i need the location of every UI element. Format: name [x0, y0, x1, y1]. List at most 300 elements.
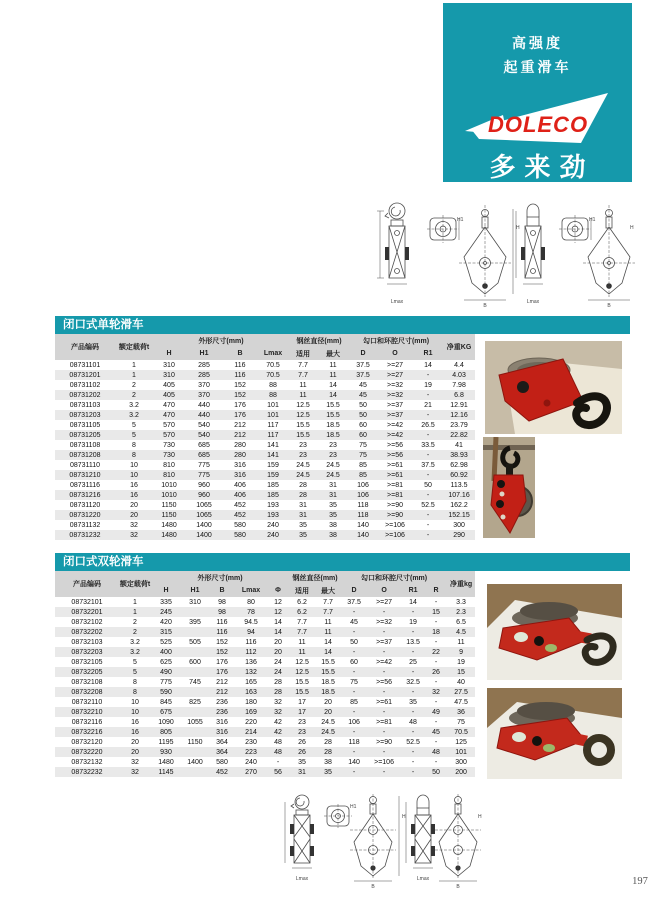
table-cell: >=56: [387, 451, 403, 459]
table-cell: 12.5: [296, 411, 310, 419]
table-cell: 1145: [158, 768, 174, 776]
table-cell: -: [426, 521, 430, 529]
table-cell: 13.5: [406, 638, 420, 646]
table-cell: 525: [160, 638, 172, 646]
table-row: [55, 390, 475, 400]
table-cell: 625: [160, 658, 172, 666]
table-cell: 420: [160, 618, 172, 626]
table-cell: 08732103: [71, 638, 103, 646]
table-cell: -: [434, 638, 438, 646]
table-cell: 1010: [161, 481, 177, 489]
dim-label-h1: H1: [350, 804, 357, 810]
table-cell: 15.5: [326, 411, 340, 419]
table-cell: 118: [357, 501, 369, 509]
table-cell: 315: [160, 628, 172, 636]
table-cell: 12: [274, 608, 282, 616]
table-cell: 2.3: [456, 608, 466, 616]
table-cell: 540: [198, 431, 210, 439]
table-cell: 08731203: [69, 411, 101, 419]
table-cell: 48: [432, 748, 440, 756]
table-cell: 730: [163, 441, 175, 449]
table-cell: 152: [216, 648, 228, 656]
table-row: [55, 677, 475, 687]
table-cell: 152.15: [448, 511, 470, 519]
table-cell: 452: [234, 511, 246, 519]
table-cell: 94: [247, 628, 255, 636]
table-cell: 08731101: [69, 361, 101, 369]
table-cell: 24.5: [296, 461, 310, 469]
table-cell: 38: [324, 758, 332, 766]
dim-label-h: H: [478, 814, 482, 820]
single-pulley-technical-drawing: [365, 195, 635, 307]
table1-group-wire: 钢丝直径(mm): [289, 334, 349, 347]
table-cell: 364: [216, 748, 228, 756]
table-cell: 28: [324, 738, 332, 746]
table-row: [55, 410, 475, 420]
table-cell: 88: [269, 391, 277, 399]
table-cell: 60: [359, 421, 367, 429]
table-cell: 580: [216, 758, 228, 766]
table-cell: 15.5: [296, 431, 310, 439]
table2-col-load: 额定载荷t: [119, 571, 151, 597]
double-pulley-spec-table: [55, 571, 475, 777]
table-cell: 159: [267, 461, 279, 469]
table-cell: 08731102: [69, 381, 101, 389]
table-cell: 335: [160, 598, 172, 606]
table-cell: 845: [160, 698, 172, 706]
table-cell: 1400: [187, 758, 203, 766]
table-cell: 60: [350, 658, 358, 666]
table-cell: 08732120: [71, 738, 103, 746]
table-cell: 48: [409, 718, 417, 726]
table-cell: [181, 647, 209, 657]
table-cell: -: [411, 758, 415, 766]
table-cell: 37.5: [356, 371, 370, 379]
table-cell: 395: [189, 618, 201, 626]
brand-logo-cn: 多来劲: [489, 152, 595, 182]
table-cell: 23: [329, 441, 337, 449]
table-cell: 31: [298, 768, 306, 776]
table1-col-product: 产品编码: [55, 334, 115, 360]
table-cell: 405: [163, 381, 175, 389]
table-cell: 7.7: [298, 371, 308, 379]
table-cell: 24.5: [321, 718, 335, 726]
table-cell: 212: [234, 431, 246, 439]
table-cell: 3.2: [130, 638, 140, 646]
dim-label-b: B: [483, 303, 487, 307]
brand-tagline-line1: 高强度: [512, 35, 563, 51]
single-pulley-photo: [485, 341, 622, 434]
table2-col-wire-max: 最大: [315, 584, 341, 597]
table-cell: 685: [198, 441, 210, 449]
table-cell: 162.2: [450, 501, 468, 509]
table-cell: 107.16: [448, 491, 470, 499]
table-cell: >=106: [385, 521, 405, 529]
table-cell: 370: [198, 381, 210, 389]
table-row: [55, 470, 475, 480]
table1-group-dims: 外形尺寸(mm): [153, 334, 289, 347]
table-cell: -: [411, 688, 415, 696]
table2-col-r: R: [425, 584, 447, 597]
dim-label-h: H: [516, 225, 520, 231]
table-cell: 11: [298, 638, 306, 646]
dim-label-b: B: [456, 884, 460, 888]
table-cell: 78: [247, 608, 255, 616]
table-cell: 1: [132, 371, 136, 379]
table-cell: 08731103: [69, 401, 101, 409]
table-cell: 15.5: [295, 688, 309, 696]
table-cell: 220: [245, 718, 257, 726]
table-cell: >=27: [387, 361, 403, 369]
table-row: [55, 617, 475, 627]
table-cell: 18.5: [326, 431, 340, 439]
table-cell: 24.5: [326, 461, 340, 469]
table-cell: 405: [163, 391, 175, 399]
table-cell: 1195: [158, 738, 174, 746]
table-cell: 12.5: [296, 401, 310, 409]
table2-group-wire: 钢丝直径(mm): [289, 571, 341, 584]
table-cell: >=81: [387, 491, 403, 499]
table-cell: 15.5: [321, 668, 335, 676]
table-cell: 300: [455, 758, 467, 766]
table-cell: 85: [359, 461, 367, 469]
table-cell: 223: [245, 748, 257, 756]
table-cell: 214: [245, 728, 257, 736]
table-cell: 45: [350, 618, 358, 626]
table-cell: 22: [432, 648, 440, 656]
table-cell: 20: [131, 748, 139, 756]
table-cell: 580: [234, 521, 246, 529]
table-cell: 15.5: [321, 658, 335, 666]
table1-group-hook: 勾口和环腔尺寸(mm): [349, 334, 443, 347]
table-cell: 24.5: [326, 471, 340, 479]
table-cell: 31: [299, 511, 307, 519]
table-cell: 212: [216, 678, 228, 686]
table-cell: 106: [348, 718, 360, 726]
table-cell: >=27: [376, 598, 393, 606]
table-cell: 140: [357, 521, 369, 529]
double-pulley-eye-photo: [487, 688, 622, 779]
table-cell: 805: [160, 728, 172, 736]
table-cell: >=32: [387, 391, 403, 399]
table-cell: 08731232: [69, 531, 101, 539]
table-cell: 152: [216, 638, 228, 646]
table-cell: 176: [216, 668, 228, 676]
table2-col-b: B: [209, 584, 235, 597]
table-cell: -: [382, 648, 386, 656]
table-cell: 2: [133, 618, 137, 626]
table-cell: 60.92: [450, 471, 468, 479]
table-cell: 440: [198, 401, 210, 409]
table-cell: 2: [132, 381, 136, 389]
table2-col-o: O: [367, 584, 401, 597]
table-cell: 35: [329, 501, 337, 509]
table-row: [55, 637, 475, 647]
table-cell: 31: [329, 481, 337, 489]
table-row: [55, 657, 475, 667]
table-cell: 10: [130, 461, 138, 469]
table-cell: 08732202: [71, 628, 103, 636]
table-cell: -: [434, 718, 438, 726]
table-cell: [181, 627, 209, 637]
table-row: [55, 747, 475, 757]
table-cell: 88: [269, 381, 277, 389]
table-cell: 1065: [196, 501, 212, 509]
table-cell: [181, 747, 209, 757]
table-cell: -: [382, 768, 386, 776]
table-cell: 14: [409, 598, 417, 606]
table-cell: 10: [131, 708, 139, 716]
table-cell: -: [411, 608, 415, 616]
table-cell: 810: [163, 471, 175, 479]
dim-label-lmax: Lmax: [295, 876, 309, 882]
table-cell: 440: [198, 411, 210, 419]
table-cell: 28: [324, 748, 332, 756]
table-cell: 316: [216, 718, 228, 726]
table-cell: 32: [274, 698, 282, 706]
table-row: [55, 627, 475, 637]
table-cell: 08731216: [69, 491, 101, 499]
table-cell: 7.98: [452, 381, 466, 389]
table-cell: 08732210: [71, 708, 103, 716]
table-row: [55, 687, 475, 697]
table-cell: 24: [274, 668, 282, 676]
table-cell: -: [411, 628, 415, 636]
table-cell: 1480: [161, 531, 177, 539]
table-cell: 12.91: [450, 401, 468, 409]
table-cell: 27.5: [454, 688, 468, 696]
dim-label-b: B: [607, 303, 611, 307]
table2-body: [55, 597, 475, 777]
table-cell: 125: [455, 738, 467, 746]
table-cell: 1055: [187, 718, 203, 726]
brand-logo: [443, 89, 632, 147]
table-row: [55, 380, 475, 390]
table-cell: 08731208: [69, 451, 101, 459]
doleco-logo-icon: [463, 89, 613, 147]
table-cell: -: [434, 598, 438, 606]
table-cell: 31: [329, 491, 337, 499]
table-cell: 18.5: [321, 678, 335, 686]
table-row: [55, 430, 475, 440]
table-cell: 5: [133, 668, 137, 676]
table-cell: 4.03: [452, 371, 466, 379]
table-cell: 316: [234, 471, 246, 479]
table-row: [55, 420, 475, 430]
table-cell: -: [352, 768, 356, 776]
table-cell: 212: [216, 688, 228, 696]
dim-label-h: H: [630, 225, 634, 231]
table-cell: 56: [274, 768, 282, 776]
table-cell: 116: [245, 638, 257, 646]
table-cell: 3.2: [129, 401, 139, 409]
table-cell: 6.8: [454, 391, 464, 399]
table-cell: 37.5: [356, 361, 370, 369]
table-cell: 08732203: [71, 648, 103, 656]
table-cell: 406: [234, 491, 246, 499]
table-cell: 8: [132, 451, 136, 459]
table-cell: 775: [198, 471, 210, 479]
table-cell: >=90: [376, 738, 393, 746]
table-cell: 14: [274, 618, 282, 626]
table-cell: -: [411, 728, 415, 736]
table-cell: 49: [432, 708, 440, 716]
table-cell: 16: [131, 728, 139, 736]
table-cell: -: [426, 411, 430, 419]
table-cell: 270: [245, 768, 257, 776]
table-cell: 36: [457, 708, 465, 716]
table-cell: 106: [357, 491, 369, 499]
table-cell: 17: [298, 708, 306, 716]
table-cell: 285: [198, 361, 210, 369]
table-cell: 825: [189, 698, 201, 706]
table-cell: -: [411, 708, 415, 716]
table-cell: 1010: [161, 491, 177, 499]
table-row: [55, 500, 475, 510]
table-cell: 23: [298, 728, 306, 736]
table-cell: [181, 667, 209, 677]
table-cell: 470: [163, 401, 175, 409]
table-cell: 810: [163, 461, 175, 469]
table-row: [55, 530, 475, 540]
table-cell: 212: [234, 421, 246, 429]
dim-label-h1: H1: [589, 217, 596, 223]
table-cell: 1400: [196, 531, 212, 539]
table-cell: 1150: [161, 501, 177, 509]
table-cell: 37.5: [421, 461, 435, 469]
table-cell: -: [426, 451, 430, 459]
table-cell: 08732108: [71, 678, 103, 686]
table-cell: 280: [234, 441, 246, 449]
table-cell: 370: [198, 391, 210, 399]
table-cell: 730: [163, 451, 175, 459]
table-cell: 490: [160, 668, 172, 676]
table-cell: 35: [299, 521, 307, 529]
table-cell: 70.5: [266, 371, 280, 379]
table-cell: 960: [198, 491, 210, 499]
table-cell: 10: [130, 471, 138, 479]
table-cell: 08731110: [69, 461, 101, 469]
table-cell: 24.5: [321, 728, 335, 736]
table-cell: 20: [130, 501, 138, 509]
table2-group-hook: 勾口和环腔尺寸(mm): [341, 571, 447, 584]
table-cell: -: [426, 431, 430, 439]
table-cell: 236: [216, 698, 228, 706]
table-cell: 12.16: [450, 411, 468, 419]
table-cell: 08731108: [69, 441, 101, 449]
table-cell: 08731132: [69, 521, 101, 529]
table-cell: 505: [189, 638, 201, 646]
brand-tagline: [443, 31, 632, 79]
table-cell: >=81: [387, 481, 403, 489]
section1-title: 闭口式单轮滑车: [63, 319, 144, 331]
table-cell: 45: [432, 728, 440, 736]
table-cell: 11: [298, 648, 306, 656]
table-cell: -: [434, 658, 438, 666]
table-row: [55, 737, 475, 747]
table-cell: 116: [216, 618, 228, 626]
table-cell: 08732208: [71, 688, 103, 696]
table-cell: 28: [299, 491, 307, 499]
table-cell: 11: [329, 371, 337, 379]
table-cell: 1150: [187, 738, 203, 746]
table-cell: 08731120: [69, 501, 101, 509]
table-cell: 12: [274, 598, 282, 606]
table-cell: 48: [274, 748, 282, 756]
table-cell: -: [382, 728, 386, 736]
table2-col-r1: R1: [401, 584, 425, 597]
table-cell: -: [426, 531, 430, 539]
table-cell: 15.5: [295, 678, 309, 686]
table-cell: 08731201: [69, 371, 101, 379]
table-cell: -: [382, 688, 386, 696]
table-cell: 26: [298, 738, 306, 746]
table-cell: 159: [267, 471, 279, 479]
section2-title-bar: [55, 553, 630, 571]
brand-logo-en: DOLECO: [487, 112, 588, 137]
table-cell: 930: [160, 748, 172, 756]
table-cell: 37.5: [347, 598, 361, 606]
table2-col-h: H: [151, 584, 181, 597]
table-cell: -: [276, 758, 280, 766]
table-cell: 118: [357, 511, 369, 519]
table-row: [55, 647, 475, 657]
table-cell: 35: [324, 768, 332, 776]
table-cell: 470: [163, 411, 175, 419]
table-cell: 32: [131, 758, 139, 766]
table-cell: 52.5: [421, 501, 435, 509]
table-cell: 45: [359, 391, 367, 399]
table-cell: 15: [457, 668, 465, 676]
table-cell: 140: [348, 758, 360, 766]
table-cell: 193: [267, 511, 279, 519]
table-cell: >=42: [376, 658, 393, 666]
dim-label-lmax: Lmax: [526, 299, 540, 305]
table-cell: 113.5: [450, 481, 468, 489]
table-cell: -: [434, 698, 438, 706]
table-cell: 20: [324, 698, 332, 706]
table-row: [55, 607, 475, 617]
table-cell: 101: [455, 748, 467, 756]
table-cell: 1480: [158, 758, 174, 766]
table-cell: 45: [359, 381, 367, 389]
table-cell: 52.5: [406, 738, 420, 746]
table-cell: 7.7: [298, 361, 308, 369]
table-row: [55, 480, 475, 490]
table-cell: 176: [216, 658, 228, 666]
table-cell: 685: [198, 451, 210, 459]
table-cell: [181, 767, 209, 777]
table-cell: 50: [350, 638, 358, 646]
table-cell: 08731116: [69, 481, 101, 489]
table-cell: 1480: [161, 521, 177, 529]
table-cell: 26: [298, 748, 306, 756]
table-cell: 26: [432, 668, 440, 676]
table-cell: -: [382, 608, 386, 616]
table-cell: 285: [198, 371, 210, 379]
table-cell: 18: [432, 628, 440, 636]
table-cell: 2: [133, 628, 137, 636]
table-cell: 08732216: [71, 728, 103, 736]
brand-banner: [443, 3, 632, 182]
single-pulley-hanging-photo: [483, 437, 535, 538]
table-row: [55, 370, 475, 380]
table-cell: 7.7: [297, 628, 307, 636]
table-cell: 08732105: [71, 658, 103, 666]
table-row: [55, 520, 475, 530]
table-cell: 140: [357, 531, 369, 539]
table-cell: 11: [324, 628, 332, 636]
